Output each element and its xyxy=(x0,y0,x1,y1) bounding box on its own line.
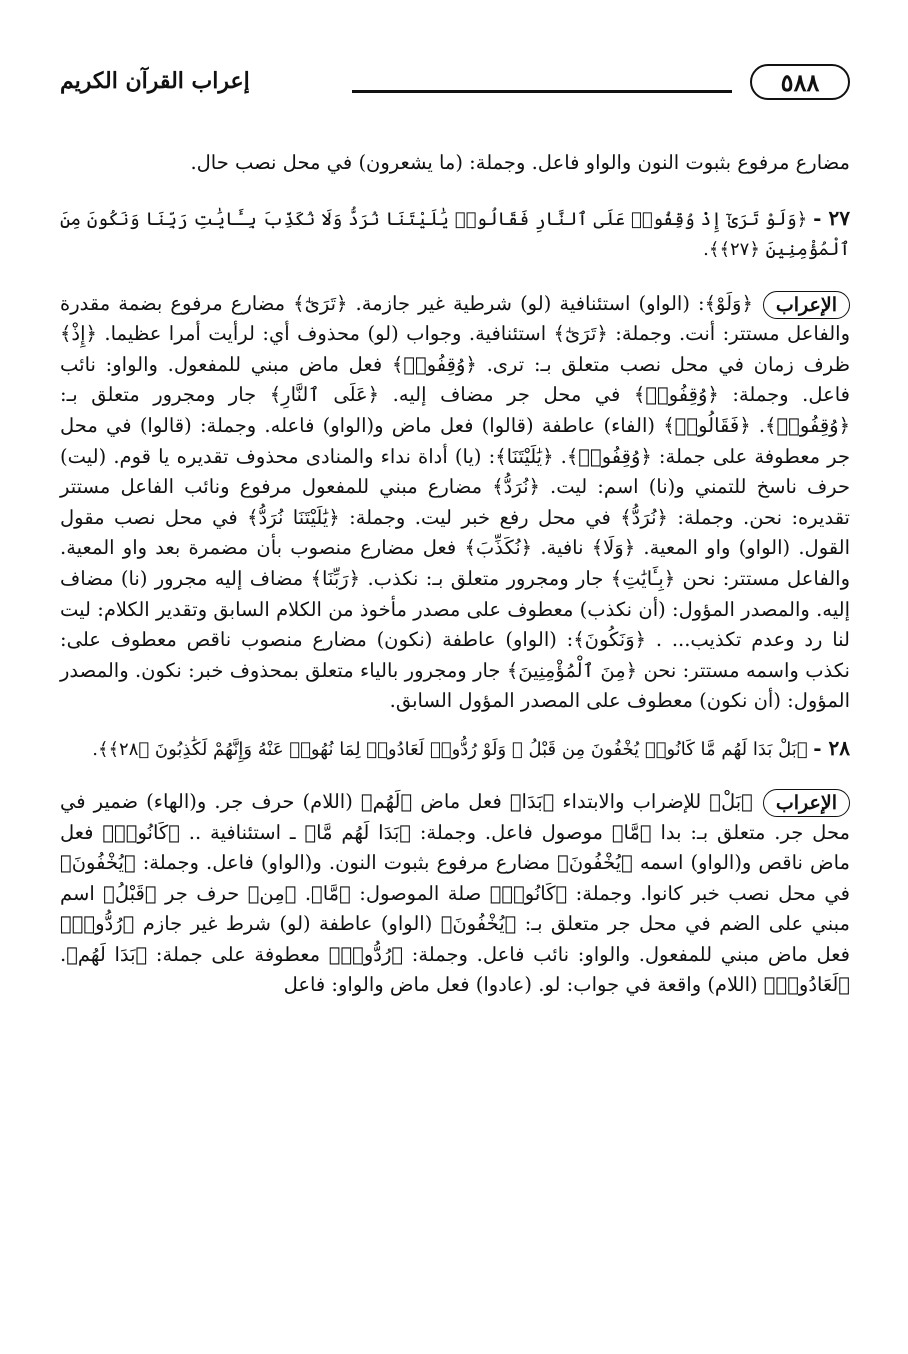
irab-label-2: الإعراب xyxy=(763,789,850,817)
page-number: ٥٨٨ xyxy=(750,64,850,100)
irab-section-27 xyxy=(60,289,850,717)
irab-28-text: ﴿بَلْ﴾ للإضراب والابتداء ﴿بَدَا﴾ فعل ماض ﴿لَهُم﴾ (اللام) حرف جر. و(الهاء) ضمير في محل جر. متعلق بـ: بدا ﴿مَّا﴾ موصول فاعل. وجملة: ﴿بَدَا لَهُم مَّا﴾ ـ استئنافية .. ﴿كَانُوا۟﴾ فعل ماض ناقص و(الواو) اسمه ﴿يُخْفُونَ﴾ مضارع مرفوع بثبوت النون. و(الواو) فاعل. وجملة: ﴿يُخْفُونَ﴾ في محل نصب خبر كانوا. وجملة: ﴿كَانُوا۟﴾ صلة الموصول: ﴿مَّا﴾. ﴿مِن﴾ حرف جر ﴿قَبْلُ﴾ اسم مبني على الضم في محل جر متعلق بـ: ﴿يُخْفُونَ﴾ (الواو) عاطفة (لو) شرط غير جازم ﴿رُدُّوا۟﴾ فعل ماض مبني للمفعول. والواو: نائب فاعل. وجملة: ﴿رُدُّوا۟﴾ معطوفة على جملة: ﴿بَدَا لَهُم﴾. ﴿لَعَادُوا۟﴾ (اللام) واقعة في جواب: لو. (عادوا) فعل ماض والواو: فاعل xyxy=(60,789,850,997)
verse-27 xyxy=(60,203,850,265)
verse-28-number: ٢٨ - xyxy=(813,735,850,760)
irab-section-28 xyxy=(60,787,850,1001)
header-rule xyxy=(352,90,732,93)
irab-27-text: ﴿وَلَوْ﴾: (الواو) استئنافية (لو) شرطية غير جازمة. ﴿تَرَىٰٓ﴾ مضارع مرفوع بضمة مقدرة والفاعل مستتر: أنت. وجملة: ﴿تَرَىٰٓ﴾ استئنافية. وجواب (لو) محذوف أي: لرأيت أمرا عظيما. ﴿إِذْ﴾ ظرف زمان في محل نصب متعلق بـ: ترى. ﴿وُقِفُوا۟﴾ فعل ماض مبني للمفعول. والواو: نائب فاعل. وجملة: ﴿وُقِفُوا۟﴾ في محل جر مضاف إليه. ﴿عَلَى ٱلنَّارِ﴾ جار ومجرور متعلق بـ: ﴿وُقِفُوا۟﴾. ﴿فَقَالُوا۟﴾ (الفاء) عاطفة (قالوا) فعل ماض و(الواو) فاعله. وجملة: (قالوا) في محل جر معطوفة على جملة: ﴿وُقِفُوا۟﴾. ﴿يَٰلَيْتَنَا﴾: (يا) أداة نداء والمنادى محذوف تقديره يا قوم. (ليت) حرف ناسخ للتمني و(نا) اسم: ليت. ﴿نُرَدُّ﴾ مضارع مبني للمفعول مرفوع ونائب الفاعل مستتر تقديره: نحن. وجملة: ﴿نُرَدُّ﴾ في محل رفع خبر ليت. وجملة: ﴿يَٰلَيْتَنَا نُرَدُّ﴾ في محل نصب مقول القول. (الواو) واو المعية. ﴿وَلَا﴾ نافية. ﴿نُكَذِّبَ﴾ فعل مضارع منصوب بأن مضمرة بعد واو المعية. والفاعل مستتر: نحن ﴿بِـَٔايَٰتِ﴾ جار ومجرور متعلق بـ: نكذب. ﴿رَبِّنَا﴾ مضاف إليه مجرور (نا) مضاف إليه. والمصدر المؤول: (أن نكذب) معطوف على مصدر مأخوذ من الكلام السابق وتقدير الكلام: ليت لنا رد وعدم تكذيب... . ﴿وَنَكُونَ﴾: (الواو) عاطفة (نكون) مضارع منصوب ناقص معطوف على: نكذب واسمه مستتر: نحن ﴿مِنَ ٱلْمُؤْمِنِينَ﴾ جار ومجرور بالياء متعلق بمحذوف خبر: نكون. والمصدر المؤول: (أن نكون) معطوف على المصدر المؤول السابق. xyxy=(60,291,850,713)
verse-28 xyxy=(60,733,850,765)
verse-28-text: ﴿بَلْ بَدَا لَهُم مَّا كَانُوا۟ يُخْفُونَ مِن قَبْلُ ۖ وَلَوْ رُدُّوا۟ لَعَادُوا۟ لِمَا نُهُوا۟ عَنْهُ وَإِنَّهُمْ لَكَٰذِبُونَ ﴿٢٨﴾﴾. xyxy=(92,738,808,760)
verse-27-text: ﴿وَلَوْ تَرَىٰٓ إِذْ وُقِفُوا۟ عَلَى ٱلنَّارِ فَقَالُوا۟ يَٰلَيْتَنَا نُرَدُّ وَلَا نُكَذِّبَ بِـَٔايَٰتِ رَبِّنَا وَنَكُونَ مِنَ ٱلْمُؤْمِنِينَ ﴿٢٧﴾﴾. xyxy=(60,208,850,260)
intro-paragraph: مضارع مرفوع بثبوت النون والواو فاعل. وجملة: (ما يشعرون) في محل نصب حال. xyxy=(190,151,850,174)
book-title: إعراب القرآن الكريم xyxy=(60,68,250,94)
page xyxy=(60,60,850,1001)
page-header xyxy=(60,60,850,104)
verse-27-number: ٢٧ - xyxy=(813,205,850,230)
irab-label: الإعراب xyxy=(763,291,850,319)
